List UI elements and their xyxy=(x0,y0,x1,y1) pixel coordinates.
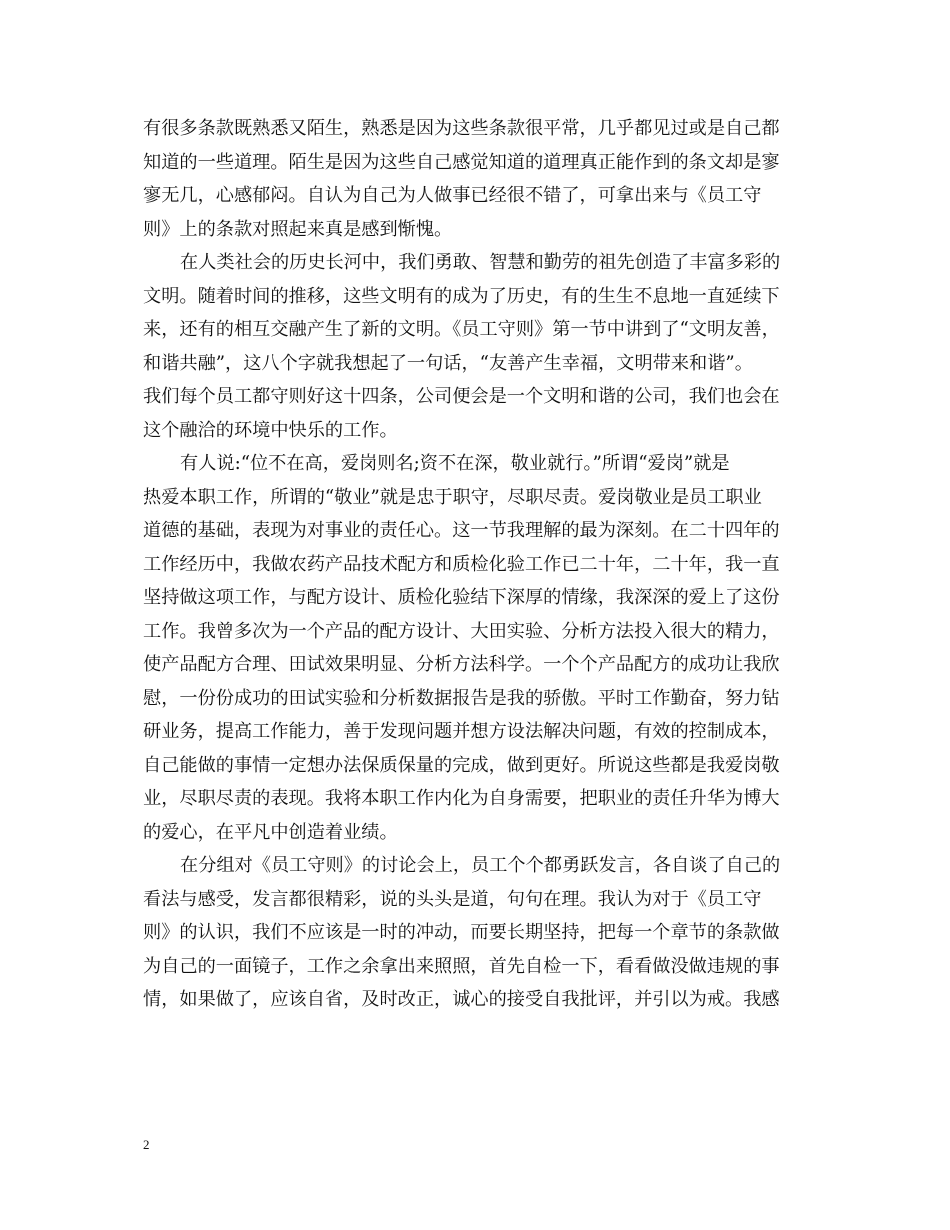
text-line: 工作经历中，我做农药产品技术配方和质检化验工作已二十年，二十年，我一直 xyxy=(143,553,780,575)
text-line: 和谐共融”，这八个字就我想起了一句话，“友善产生幸福，文明带来和谐”。 xyxy=(143,352,753,374)
text-line: 这个融洽的环境中快乐的工作。 xyxy=(143,419,398,441)
text-line: 寥无几，心感郁闷。自认为自己为人做事已经很不错了，可拿出来与《员工守 xyxy=(143,185,762,206)
text-line: 为自己的一面镜子，工作之余拿出来照照，首先自检一下，看看做没做违规的事 xyxy=(143,955,780,977)
text-line: 使产品配方合理、田试效果明显、分析方法科学。一个个产品配方的成功让我欣 xyxy=(143,654,780,675)
document-body xyxy=(143,112,808,1017)
text-line: 的爱心，在平凡中创造着业绩。 xyxy=(143,821,398,843)
text-line: 自己能做的事情一定想办法保质保量的完成，做到更好。所说这些都是我爱岗敬 xyxy=(143,754,780,776)
paragraph-4 xyxy=(143,849,808,1017)
text-line: 则》上的条款对照起来真是感到惭愧。 xyxy=(143,218,453,240)
text-line: 我们每个员工都守则好这十四条，公司便会是一个文明和谐的公司，我们也会在 xyxy=(143,386,780,407)
text-line: 道德的基础，表现为对事业的责任心。这一节我理解的最为深刻。在二十四年的 xyxy=(143,520,780,541)
text-line: 有很多条款既熟悉又陌生，熟悉是因为这些条款很平常，几乎都见过或是自己都 xyxy=(143,118,780,139)
text-line: 看法与感受，发言都很精彩，说的头头是道，句句在理。我认为对于《员工守 xyxy=(143,888,762,910)
text-line: 则》的认识，我们不应该是一时的冲动，而要长期坚持，把每一个章节的条款做 xyxy=(143,922,780,943)
text-line: 来，还有的相互交融产生了新的文明。《员工守则》第一节中讲到了“文明友善， xyxy=(143,319,780,340)
text-line: 慰，一份份成功的田试实验和分析数据报告是我的骄傲。平时工作勤奋，努力钻 xyxy=(143,687,780,709)
text-line: 文明。随着时间的推移，这些文明有的成为了历史，有的生生不息地一直延续下 xyxy=(143,285,780,307)
text-line: 坚持做这项工作，与配方设计、质检化验结下深厚的情缘，我深深的爱上了这份 xyxy=(143,587,780,608)
text-line: 在人类社会的历史长河中，我们勇敢、智慧和勤劳的祖先创造了丰富多彩的 xyxy=(180,252,781,273)
text-line: 情，如果做了，应该自省，及时改正，诚心的接受自我批评，并引以为戒。我感 xyxy=(143,989,780,1010)
paragraph-2 xyxy=(143,246,808,447)
page-number: 2 xyxy=(143,1137,150,1152)
text-line: 有人说:“位不在高，爱岗则名;资不在深，敬业就行。”所谓“爱岗”就是 xyxy=(180,453,730,474)
text-line: 在分组对《员工守则》的讨论会上，员工个个都勇跃发言，各自谈了自己的 xyxy=(180,855,781,876)
paragraph-3 xyxy=(143,447,808,849)
text-line: 知道的一些道理。陌生是因为这些自己感觉知道的道理真正能作到的条文却是寥 xyxy=(143,151,780,173)
paragraph-1 xyxy=(143,112,808,246)
text-line: 研业务，提高工作能力，善于发现问题并想方设法解决问题，有效的控制成本， xyxy=(143,721,780,742)
text-line: 业，尽职尽责的表现。我将本职工作内化为自身需要，把职业的责任升华为博大 xyxy=(143,788,780,809)
text-line: 工作。我曾多次为一个产品的配方设计、大田实验、分析方法投入很大的精力， xyxy=(143,620,780,642)
text-line: 热爱本职工作，所谓的“敬业”就是忠于职守，尽职尽责。爱岗敬业是员工职业 xyxy=(143,486,762,508)
